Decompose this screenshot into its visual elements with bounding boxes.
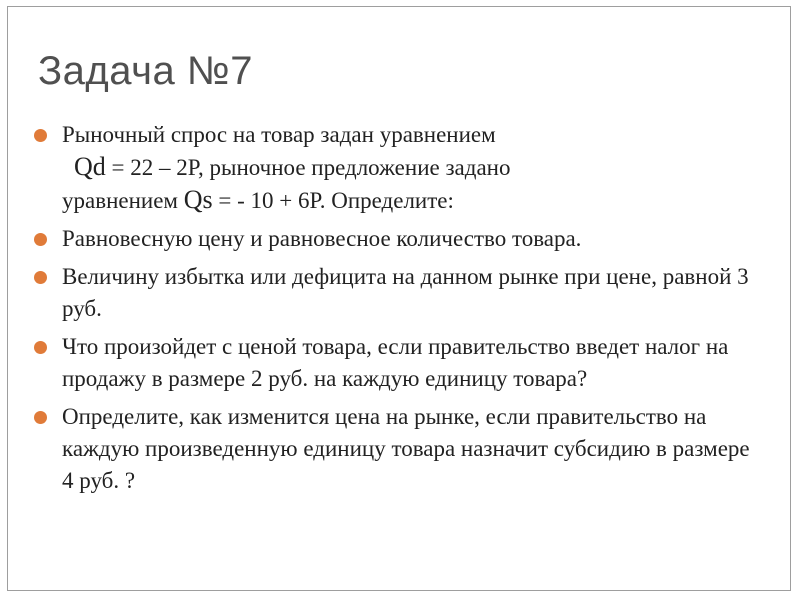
bullet-text: Что произойдет с ценой товара, если правительство введет налог на продажу в размере 2 руб. на каждую единицу товара?	[62, 334, 729, 391]
bullet-dot-icon	[34, 233, 47, 246]
bullet-item	[34, 223, 764, 255]
bullet-text: Рыночный спрос на товар задан уравнением	[62, 122, 496, 147]
bullet-dot-icon	[34, 341, 47, 354]
bullet-dot-icon	[34, 271, 47, 284]
qs-variable: Qs	[183, 185, 213, 214]
bullet-text: Равновесную цену и равновесное количество товара.	[62, 226, 582, 251]
qd-variable: Qd	[74, 152, 106, 181]
bullet-text: Величину избытка или дефицита на данном рынке при цене, равной 3 руб.	[62, 264, 749, 321]
supply-equation-line	[62, 185, 454, 214]
bullet-text: Определите, как изменится цена на рынке, если правительство на каждую произведенную единицу товара назначит субсидию в размере 4 руб. ?	[62, 404, 750, 493]
bullet-dot-icon	[34, 411, 47, 424]
bullet-item	[34, 401, 764, 497]
bullet-item	[34, 261, 764, 325]
slide	[7, 6, 791, 591]
bullet-item	[34, 331, 764, 395]
slide-title: Задача №7	[38, 49, 253, 93]
bullet-dot-icon	[34, 129, 47, 142]
demand-equation-text: = 22 – 2P, рыночное предложение задано	[105, 155, 511, 180]
supply-line-start: уравнением	[62, 188, 184, 213]
bullet-item	[34, 119, 764, 217]
supply-equation-text: = - 10 + 6P. Определите:	[212, 188, 454, 213]
bullet-list	[34, 119, 764, 503]
demand-equation-line	[62, 151, 764, 184]
